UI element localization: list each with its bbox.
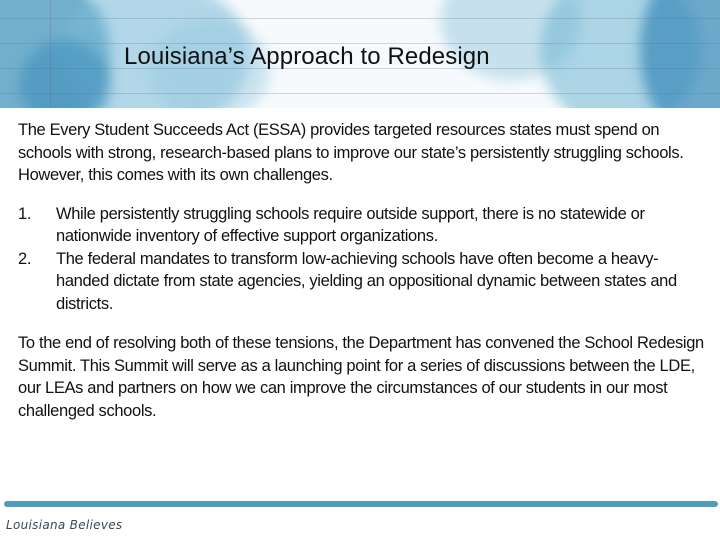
list-item xyxy=(18,248,708,316)
watercolor-decoration xyxy=(640,0,720,108)
conclusion-paragraph: To the end of resolving both of these tensions, the Department has convened the School Redesign Summit. This Summit will serve as a launching point for a series of discussions between the LDE, our LEAs and partners on how we can improve the circumstances of our students in our most challenged schools. xyxy=(18,334,704,420)
footer-brand-logo: Louisiana Believes xyxy=(6,518,123,532)
slide-body xyxy=(18,119,708,422)
ruled-line xyxy=(0,93,720,94)
list-number: 1. xyxy=(18,204,32,223)
notebook-margin-line xyxy=(50,0,51,108)
page-title: Louisiana’s Approach to Redesign xyxy=(124,43,490,70)
challenges-list xyxy=(18,203,708,316)
list-item-text: While persistently struggling schools require outside support, there is no statewide or nationwide inventory of effective support organizations. xyxy=(56,204,645,245)
ruled-line xyxy=(0,18,720,19)
footer-divider xyxy=(4,501,718,507)
list-item-text: The federal mandates to transform low-achieving schools have often become a heavy-handed dictate from state agencies, yielding an oppositional dynamic between states and districts. xyxy=(56,249,677,313)
list-item xyxy=(18,203,708,248)
intro-paragraph: The Every Student Succeeds Act (ESSA) provides targeted resources states must spend on schools with strong, research-based plans to improve our state’s persistently struggling schools. However, this comes with its own challenges. xyxy=(18,121,684,184)
header-banner xyxy=(0,0,720,108)
list-number: 2. xyxy=(18,249,32,268)
